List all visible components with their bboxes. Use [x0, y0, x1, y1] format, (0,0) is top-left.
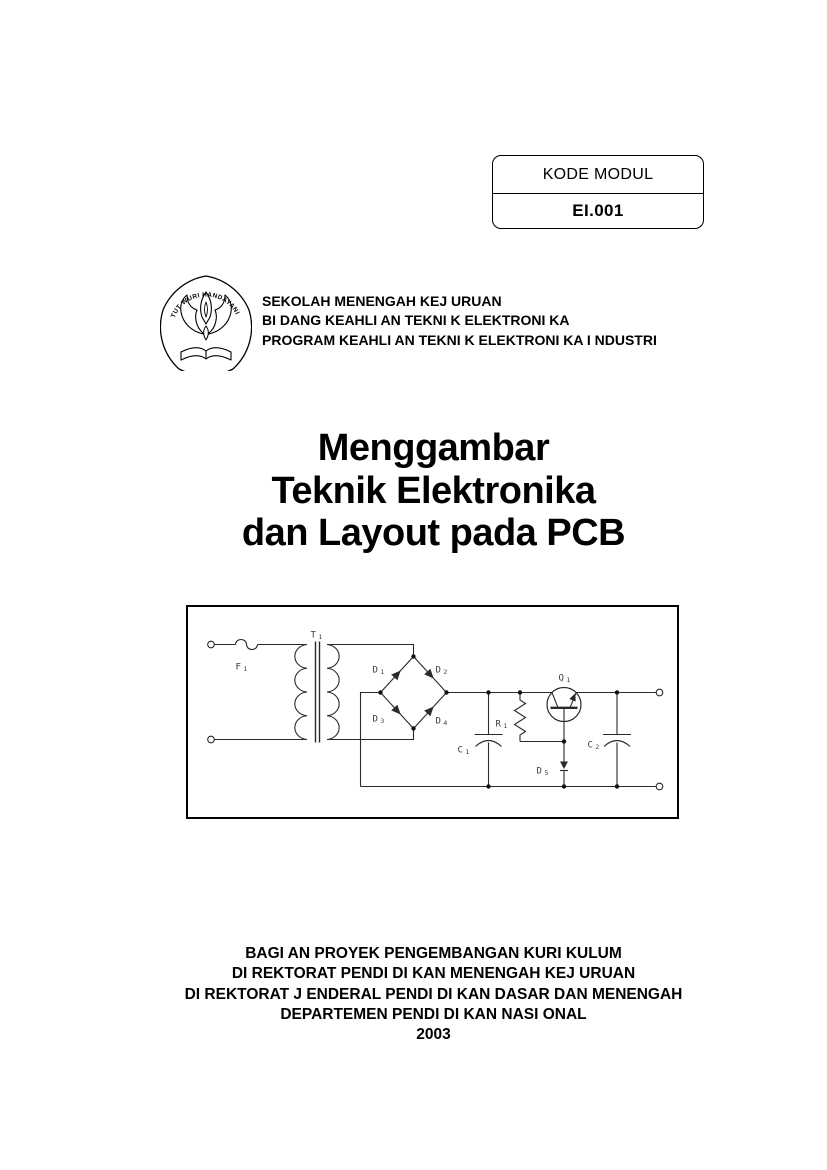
wire-secondary-bottom — [327, 729, 414, 740]
fuse-F1 — [215, 640, 308, 650]
core-lines — [316, 642, 320, 743]
institution-line: PROGRAM KEAHLI AN TEKNI K ELEKTRONI KA I NDUSTRI — [262, 331, 657, 348]
label-C2: C 2 — [587, 740, 600, 751]
institution-block — [262, 292, 657, 350]
footer-line: DI REKTORAT J ENDERAL PENDI DI KAN DASAR DAN MENENGAH — [184, 985, 683, 1003]
module-code-value: EI.001 — [572, 201, 624, 220]
label-C1: C 1 — [457, 745, 470, 756]
circuit-diagram-frame — [186, 605, 679, 819]
label-T1: T 1 — [310, 630, 323, 641]
institution-line: SEKOLAH MENENGAH KEJ URUAN — [262, 293, 502, 309]
tut-wuri-handayani-logo — [160, 274, 252, 371]
label-Q1: Q 1 — [558, 673, 571, 684]
module-title — [120, 427, 747, 555]
label-R1: R 1 — [495, 719, 508, 730]
wire-secondary-top — [327, 645, 414, 657]
logo-arc-text: TUT WURI HANDAYANI — [169, 291, 241, 319]
label-D1: D 1 — [372, 665, 385, 676]
input-terminals — [208, 641, 215, 743]
logo-flame-inner — [205, 302, 208, 317]
footer-line: BAGI AN PROYEK PENGEMBANGAN KURI KULUM — [245, 945, 622, 962]
diode-D5 — [560, 742, 568, 787]
resistor-R1 — [515, 693, 565, 742]
publisher-block — [100, 944, 767, 1045]
primary-winding — [295, 645, 307, 740]
component-labels — [236, 631, 600, 778]
power-supply-schematic — [188, 607, 677, 817]
title-line: dan Layout pada PCB — [241, 512, 626, 554]
title-line: Teknik Elektronika — [271, 469, 596, 512]
title-line: Menggambar — [317, 427, 550, 469]
transformer-T1 — [215, 642, 340, 743]
institution-line: BI DANG KEAHLI AN TEKNI K ELEKTRONI KA — [262, 312, 570, 329]
logo-blossom — [204, 326, 209, 340]
secondary-winding — [327, 645, 339, 740]
label-D2: D 2 — [435, 665, 448, 676]
label-D3: D 3 — [372, 714, 385, 725]
footer-year: 2003 — [416, 1026, 451, 1044]
label-D4: D 4 — [435, 716, 448, 727]
label-F1: F 1 — [235, 662, 248, 673]
footer-line: DEPARTEMEN PENDI DI KAN NASI ONAL — [280, 1005, 587, 1023]
footer-line: DI REKTORAT PENDI DI KAN MENENGAH KEJ URUAN — [231, 965, 636, 983]
logo-book — [181, 348, 231, 360]
label-D5: D 5 — [536, 766, 549, 777]
collector-line — [552, 693, 558, 708]
capacitor-C2 — [603, 693, 631, 787]
transistor-Q1 — [547, 688, 581, 742]
module-code-label: KODE MODUL — [493, 156, 703, 194]
module-code-box — [492, 155, 704, 229]
capacitor-C1 — [475, 693, 503, 787]
output-terminals — [656, 689, 663, 790]
